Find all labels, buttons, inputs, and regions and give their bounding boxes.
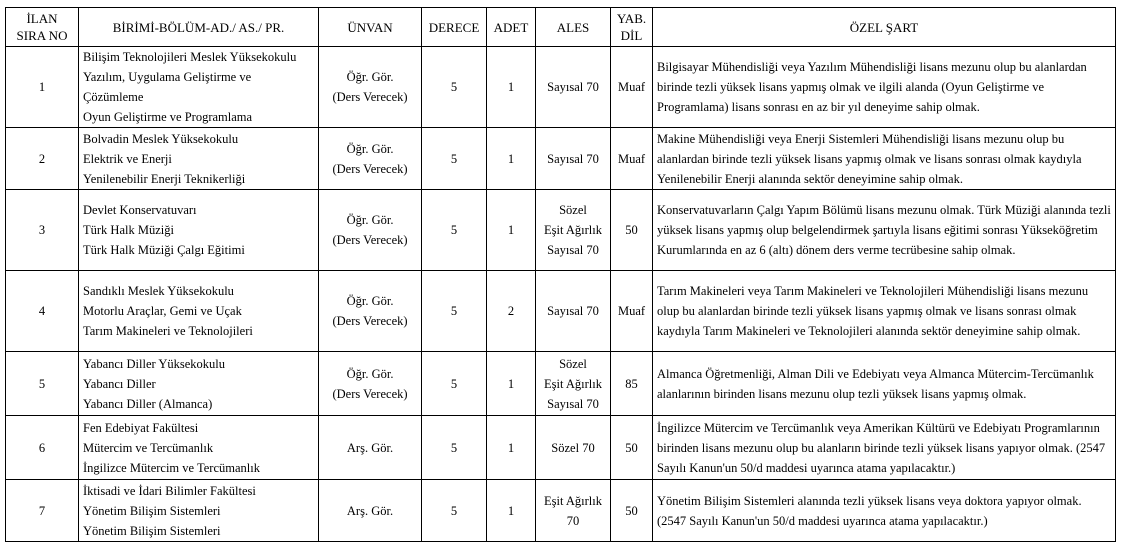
ilan-no-cell: 3 — [6, 190, 79, 271]
ilan-no-cell: 2 — [6, 128, 79, 190]
ales-cell — [536, 47, 611, 128]
ales-cell-line: Sözel 70 — [551, 440, 595, 455]
count-cell: 1 — [487, 128, 536, 190]
ales-cell — [536, 190, 611, 271]
degree-cell: 5 — [422, 190, 487, 271]
ales-cell-line: Sözel — [559, 356, 587, 371]
unit-cell-line: İktisadi ve İdari Bilimler Fakültesi — [83, 483, 256, 498]
ilan-no-cell: 4 — [6, 271, 79, 352]
unit-cell-line: Oyun Geliştirme ve Programlama — [83, 110, 253, 124]
unit-cell-line: Fen Edebiyat Fakültesi — [83, 420, 199, 435]
table-row — [6, 128, 1116, 190]
ales-cell — [536, 480, 611, 542]
unit-cell — [79, 416, 319, 480]
count-cell: 1 — [487, 190, 536, 271]
degree-cell: 5 — [422, 352, 487, 416]
ales-cell-line: Eşit Ağırlık — [544, 493, 602, 508]
title-cell — [319, 416, 422, 480]
ilan-no-cell: 5 — [6, 352, 79, 416]
ales-cell — [536, 352, 611, 416]
degree-cell: 5 — [422, 128, 487, 190]
unit-cell-line: Çözümleme — [83, 90, 144, 104]
title-cell-line: Öğr. Gör. — [346, 213, 394, 227]
ales-cell-line: Eşit Ağırlık — [544, 376, 602, 391]
unit-cell — [79, 47, 319, 128]
special-condition-cell: Bilgisayar Mühendisliği veya Yazılım Mühendisliği lisans mezunu olup bu alanlardan birinde tezli yüksek lisans yapmış olmak ve ilgili alanda (Oyun Geliştirme ve Programlama) lisans sonrası en az bir yıl deneyime sahip olmak. — [653, 47, 1116, 128]
table-row — [6, 271, 1116, 352]
ales-cell-line: Sayısal 70 — [547, 304, 599, 318]
foreign-language-cell: 85 — [611, 352, 653, 416]
title-cell-line: Öğr. Gör. — [346, 366, 394, 381]
ilan-no-cell: 7 — [6, 480, 79, 542]
unit-cell-line: Motorlu Araçlar, Gemi ve Uçak — [83, 304, 242, 318]
degree-cell: 5 — [422, 47, 487, 128]
header-ales: ALES — [536, 8, 611, 47]
ales-cell — [536, 416, 611, 480]
header-adet: ADET — [487, 8, 536, 47]
foreign-language-cell: 50 — [611, 480, 653, 542]
ales-cell-line: Sayısal 70 — [547, 151, 599, 166]
special-condition-cell: Almanca Öğretmenliği, Alman Dili ve Edebiyatı veya Almanca Mütercim-Tercümanlık alanlarının birinden lisans mezunu olup tezli yüksek lisans yapmış olmak. — [653, 352, 1116, 416]
unit-cell-line: Türk Halk Müziği — [83, 223, 174, 237]
unit-cell-line: Yazılım, Uygulama Geliştirme ve — [83, 70, 252, 84]
count-cell: 1 — [487, 480, 536, 542]
ales-cell-line: Sayısal 70 — [547, 243, 599, 257]
special-condition-cell: Konservatuvarların Çalgı Yapım Bölümü lisans mezunu olmak. Türk Müziği alanında tezli yüksek lisans yapmış olup belgelendirmek şartıyla lisans eğitimi sonrası Yükseköğretim Kurumlarında en az 6 (altı) dönem ders verme tecrübesine sahip olmak. — [653, 190, 1116, 271]
unit-cell-line: Elektrik ve Enerji — [83, 151, 172, 166]
title-cell-line: (Ders Verecek) — [332, 161, 408, 176]
title-cell — [319, 190, 422, 271]
foreign-language-cell: Muaf — [611, 271, 653, 352]
ales-cell-line: Sayısal 70 — [547, 80, 599, 94]
header-ilan-sira-no: İLAN SIRA NO — [6, 8, 79, 47]
count-cell: 1 — [487, 352, 536, 416]
count-cell: 1 — [487, 416, 536, 480]
unit-cell-line: Mütercim ve Tercümanlık — [83, 440, 214, 455]
header-yab-dil: YAB. DİL — [611, 8, 653, 47]
table-row — [6, 416, 1116, 480]
degree-cell: 5 — [422, 480, 487, 542]
unit-cell-line: Bilişim Teknolojileri Meslek Yüksekokulu — [83, 50, 297, 64]
degree-cell: 5 — [422, 271, 487, 352]
table-row — [6, 190, 1116, 271]
unit-cell-line: Yönetim Bilişim Sistemleri — [83, 523, 221, 538]
unit-cell-line: Tarım Makineleri ve Teknolojileri — [83, 324, 253, 338]
special-condition-cell: Yönetim Bilişim Sistemleri alanında tezli yüksek lisans veya doktora yapıyor olmak. (2547 Sayılı Kanun'un 50/d maddesi uyarınca atama yapılacaktır.) — [653, 480, 1116, 542]
special-condition-cell: İngilizce Mütercim ve Tercümanlık veya Amerikan Kültürü ve Edebiyatı Programlarının birinden lisans mezunu olup bu alanların birinde tezli yüksek lisans yapıyor olmak. (2547 Sayılı Kanun'un 50/d maddesi uyarınca atama yapılacaktır.) — [653, 416, 1116, 480]
title-cell — [319, 480, 422, 542]
unit-cell-line: Yenilenebilir Enerji Teknikerliği — [83, 171, 246, 186]
ales-cell — [536, 128, 611, 190]
foreign-language-cell: Muaf — [611, 128, 653, 190]
header-derece: DERECE — [422, 8, 487, 47]
title-cell-line: Öğr. Gör. — [346, 141, 394, 156]
header-ozel-sart: ÖZEL ŞART — [653, 8, 1116, 47]
degree-cell: 5 — [422, 416, 487, 480]
unit-cell-line: Yabancı Diller (Almanca) — [83, 396, 213, 411]
title-cell-line: Arş. Gör. — [346, 503, 394, 518]
count-cell: 1 — [487, 47, 536, 128]
special-condition-cell: Tarım Makineleri veya Tarım Makineleri ve Teknolojileri Mühendisliği lisans mezunu olup bu alanlardan birinde tezli yüksek lisans yapmış olmak ve lisans sonrası olmak kaydıyla Tarım Makineleri ve Teknolojileri alanında sektör deneyimine sahip olmak. — [653, 271, 1116, 352]
unit-cell-line: Yabancı Diller — [83, 376, 156, 391]
title-cell-line: (Ders Verecek) — [332, 90, 408, 104]
count-cell: 2 — [487, 271, 536, 352]
ales-cell — [536, 271, 611, 352]
special-condition-cell: Makine Mühendisliği veya Enerji Sistemleri Mühendisliği lisans mezunu olup bu alanlardan birinde tezli yüksek lisans yapmış olmak ve lisans sonrası olmak kaydıyla Yenilenebilir Enerji alanında sektör deneyimine sahip olmak. — [653, 128, 1116, 190]
unit-cell-line: Türk Halk Müziği Çalgı Eğitimi — [83, 243, 245, 257]
header-birimi: BİRİMİ-BÖLÜM-AD./ AS./ PR. — [79, 8, 319, 47]
unit-cell — [79, 352, 319, 416]
title-cell-line: Öğr. Gör. — [346, 294, 394, 308]
ales-cell-line: Sayısal 70 — [547, 396, 599, 411]
ilan-no-cell: 1 — [6, 47, 79, 128]
title-cell-line: (Ders Verecek) — [332, 314, 408, 328]
ales-cell-line: Sözel — [559, 203, 587, 217]
unit-cell-line: Devlet Konservatuvarı — [83, 203, 197, 217]
header-unvan: ÜNVAN — [319, 8, 422, 47]
unit-cell-line: Bolvadin Meslek Yüksekokulu — [83, 131, 239, 146]
title-cell-line: Arş. Gör. — [346, 440, 394, 455]
unit-cell-line: İngilizce Mütercim ve Tercümanlık — [83, 460, 260, 475]
table-row — [6, 480, 1116, 542]
ales-cell-line: 70 — [566, 513, 580, 528]
foreign-language-cell: 50 — [611, 190, 653, 271]
unit-cell — [79, 271, 319, 352]
table-row — [6, 352, 1116, 416]
unit-cell — [79, 128, 319, 190]
unit-cell-line: Yönetim Bilişim Sistemleri — [83, 503, 221, 518]
title-cell — [319, 271, 422, 352]
ales-cell-line: Eşit Ağırlık — [544, 223, 602, 237]
title-cell-line: (Ders Verecek) — [332, 386, 408, 401]
table-row — [6, 47, 1116, 128]
ilan-no-cell: 6 — [6, 416, 79, 480]
title-cell — [319, 128, 422, 190]
foreign-language-cell: 50 — [611, 416, 653, 480]
header-row — [6, 8, 1116, 47]
unit-cell-line: Sandıklı Meslek Yüksekokulu — [83, 284, 234, 298]
title-cell-line: Öğr. Gör. — [346, 70, 394, 84]
title-cell — [319, 47, 422, 128]
unit-cell — [79, 190, 319, 271]
title-cell — [319, 352, 422, 416]
foreign-language-cell: Muaf — [611, 47, 653, 128]
title-cell-line: (Ders Verecek) — [332, 233, 408, 247]
job-listing-table — [5, 7, 1116, 542]
unit-cell-line: Yabancı Diller Yüksekokulu — [83, 356, 225, 371]
unit-cell — [79, 480, 319, 542]
